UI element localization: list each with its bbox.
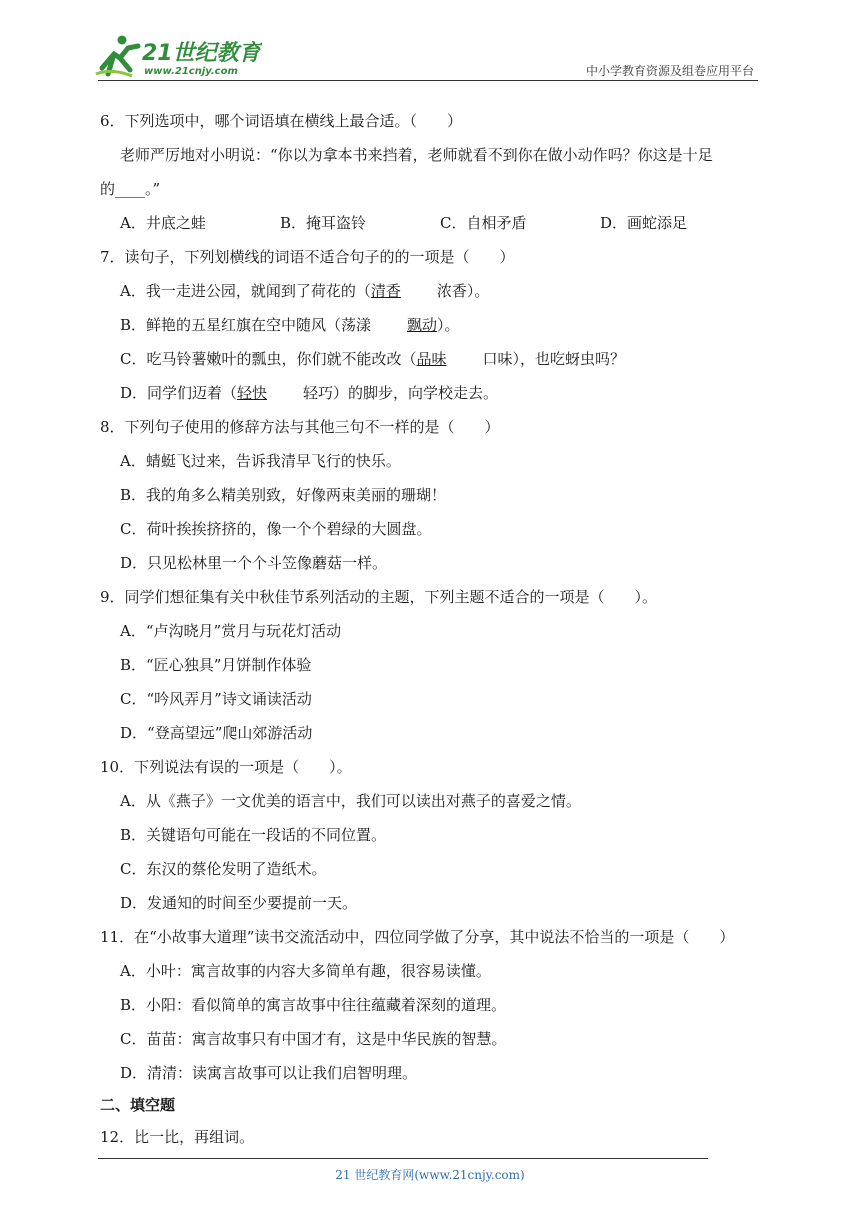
question-9 <box>100 580 760 750</box>
question-stem: 11．在“小故事大道理”读书交流活动中，四位同学做了分享，其中说法不恰当的一项是（ ） <box>100 928 735 946</box>
option-text: ）。 <box>437 316 460 334</box>
option-text: A．我一走进公园，就闻到了荷花的（ <box>120 282 371 300</box>
option-a: A．“卢沟晓月”赏月与玩花灯活动 <box>120 622 342 640</box>
option-d: D．清清：读寓言故事可以让我们启智明理。 <box>120 1064 418 1082</box>
platform-name: 中小学教育资源及组卷应用平台 <box>585 64 754 78</box>
page-header <box>0 0 860 84</box>
option-text: 浓香）。 <box>436 282 490 300</box>
question-11 <box>100 920 760 1090</box>
option-d: D．“登高望远”爬山郊游活动 <box>120 724 313 742</box>
question-6 <box>100 104 760 240</box>
option-text: B．鲜艳的五星红旗在空中随风（荡漾 <box>120 316 372 334</box>
option-d <box>100 376 760 410</box>
footer-link[interactable]: 21 世纪教育网(www.21cnjy.com) <box>335 1168 525 1182</box>
options-row <box>100 206 760 240</box>
underlined-word: 品味 <box>416 350 447 368</box>
option-c: C．自相矛盾 <box>440 214 527 232</box>
option-text: D．同学们迈着（ <box>120 384 238 402</box>
option-b: B．我的角多么精美别致，好像两束美丽的珊瑚！ <box>120 486 447 504</box>
svg-text:21世纪教育: 21世纪教育 <box>142 41 261 66</box>
question-stem: 10．下列说法有误的一项是（ ）。 <box>100 758 352 776</box>
option-a: A．蜻蜓飞过来，告诉我清早飞行的快乐。 <box>120 452 401 470</box>
option-d: D．画蛇添足 <box>600 214 688 232</box>
header-divider <box>98 80 758 81</box>
underlined-word: 清香 <box>370 282 401 300</box>
question-10 <box>100 750 760 920</box>
site-logo <box>92 30 262 82</box>
question-8 <box>100 410 760 580</box>
option-d: D．只见松林里一个个斗笠像蘑菇一样。 <box>120 554 388 572</box>
question-12-stem: 12．比一比，再组词。 <box>100 1128 255 1146</box>
option-d: D．发通知的时间至少要提前一天。 <box>120 894 358 912</box>
question-stem: 6．下列选项中，哪个词语填在横线上最合适。（ ） <box>100 112 463 130</box>
option-b: B．掩耳盗铃 <box>280 214 367 232</box>
option-text: C．吃马铃薯嫩叶的瓢虫，你们就不能改改（ <box>120 350 417 368</box>
question-list <box>100 104 760 1154</box>
option-a: A．井底之蛙 <box>120 214 206 232</box>
option-a <box>100 274 760 308</box>
question-7 <box>100 240 760 410</box>
option-c <box>100 342 760 376</box>
option-c: C．荷叶挨挨挤挤的，像一个个碧绿的大圆盘。 <box>120 520 432 538</box>
underlined-word: 轻快 <box>237 384 268 402</box>
option-c: C．“吟风弄月”诗文诵读活动 <box>120 690 312 708</box>
question-stem: 9．同学们想征集有关中秋佳节系列活动的主题，下列主题不适合的一项是（ ）。 <box>100 588 658 606</box>
underlined-word: 飘动 <box>407 316 438 334</box>
question-stem: 8．下列句子使用的修辞方法与其他三句不一样的是（ ） <box>100 418 500 436</box>
option-b: B．关键语句可能在一段话的不同位置。 <box>120 826 387 844</box>
option-b: B．小阳：看似简单的寓言故事中往往蕴藏着深刻的道理。 <box>120 996 507 1014</box>
question-passage: 老师严厉地对小明说：“你以为拿本书来挡着，老师就看不到你在做小动作吗？你这是十足 <box>120 146 713 164</box>
question-passage-cont: 的____。” <box>100 180 161 198</box>
svg-text:www.21cnjy.com: www.21cnjy.com <box>144 66 238 77</box>
section-heading: 二、填空题 <box>100 1096 176 1114</box>
option-a: A．小叶：寓言故事的内容大多简单有趣，很容易读懂。 <box>120 962 491 980</box>
option-b <box>100 308 760 342</box>
option-c: C．东汉的蔡伦发明了造纸术。 <box>120 860 327 878</box>
runner-icon <box>96 36 138 77</box>
option-a: A．从《燕子》一文优美的语言中，我们可以读出对燕子的喜爱之情。 <box>120 792 581 810</box>
option-b: B．“匠心独具”月饼制作体验 <box>120 656 312 674</box>
option-text: 口味），也吃蚜虫吗？ <box>482 350 626 368</box>
question-stem: 7．读句子，下列划横线的词语不适合句子的的一项是（ ） <box>100 248 515 266</box>
footer-divider <box>98 1158 708 1159</box>
option-c: C．苗苗：寓言故事只有中国才有，这是中华民族的智慧。 <box>120 1030 507 1048</box>
option-text: 轻巧）的脚步，向学校走去。 <box>303 384 499 402</box>
